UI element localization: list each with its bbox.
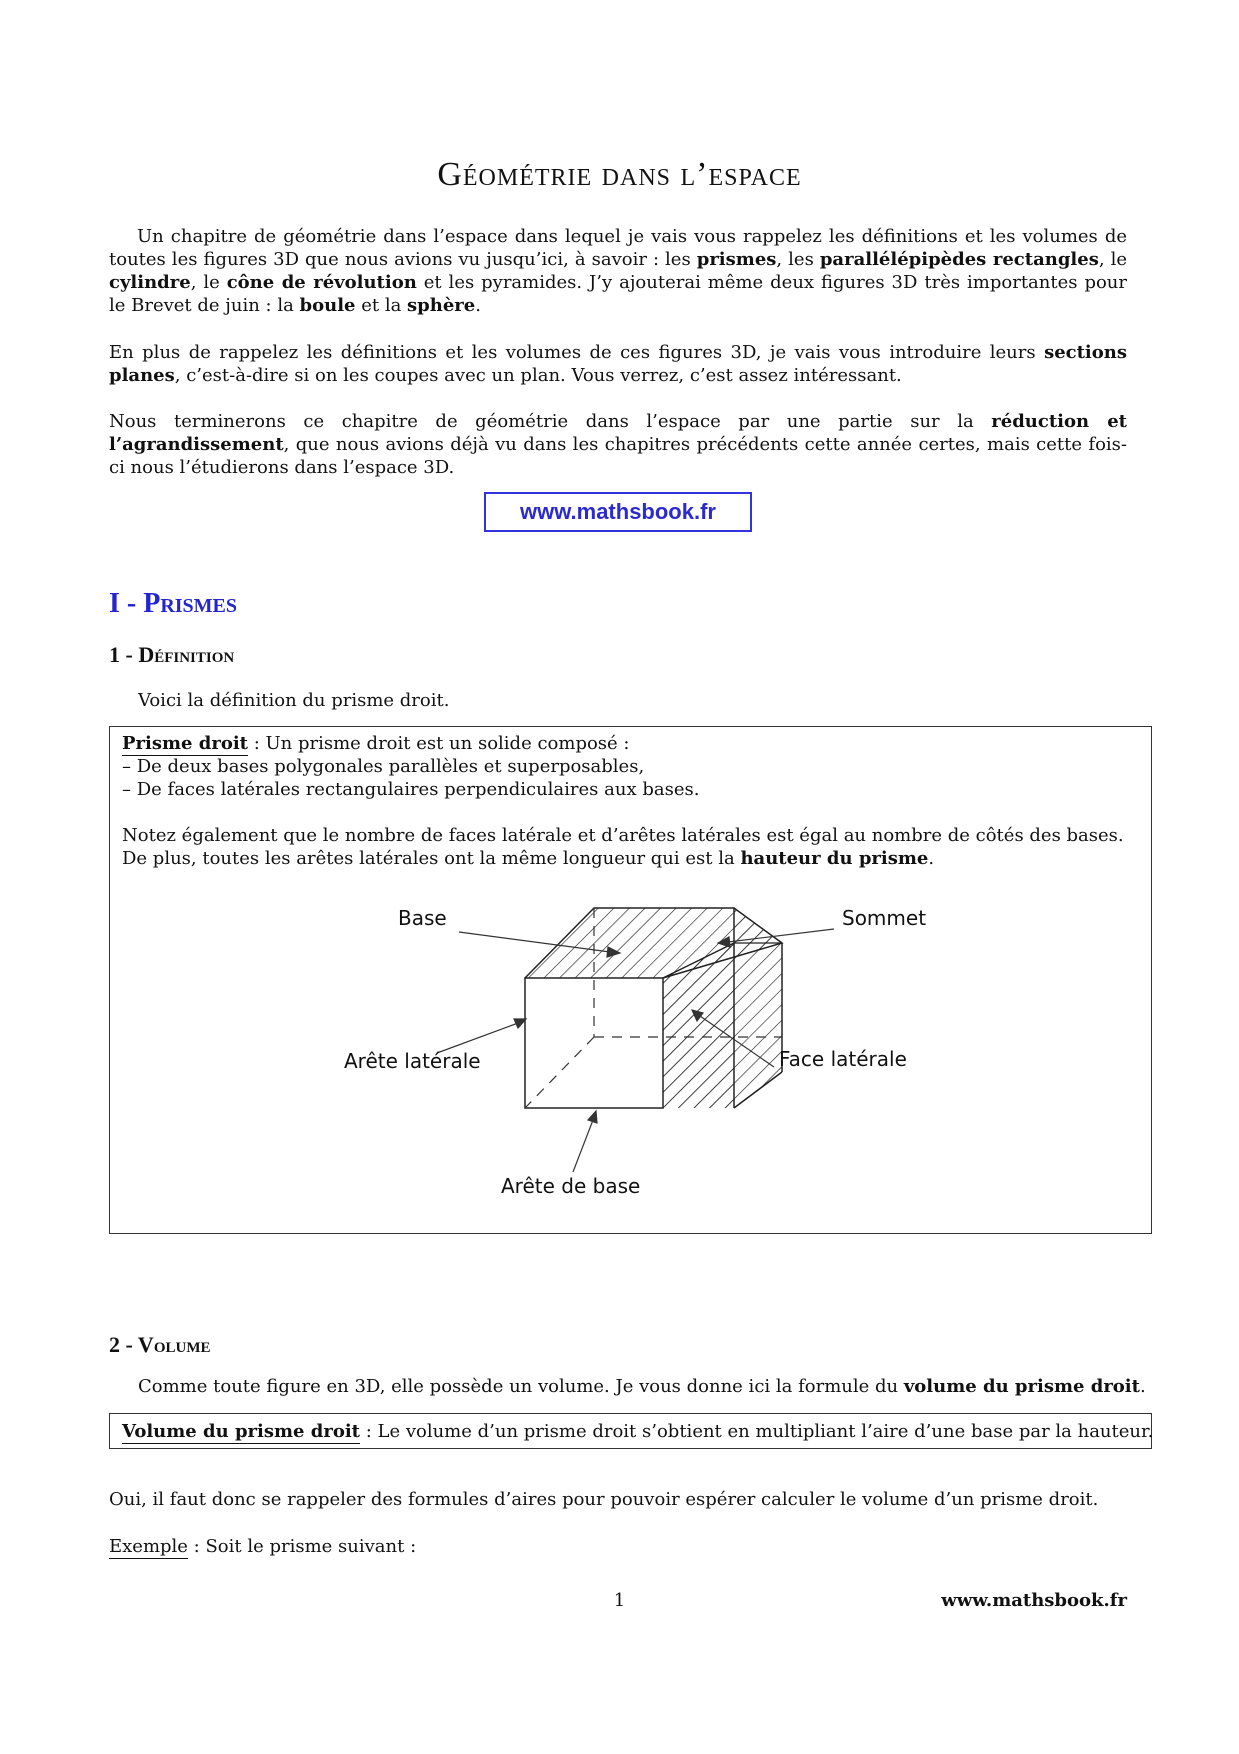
bold-term: cylindre [109,272,191,293]
example-text: : Soit le prisme suivant : [187,1536,417,1557]
example-line [109,1535,416,1558]
subsection-heading-definition: 1 - Définition [109,642,235,667]
definition-box [109,726,1152,1234]
bold-term: sections planes [109,342,1127,386]
example-term: Exemple [109,1536,188,1557]
bold-term: réduction et l’agrandissement [109,411,1127,455]
text-run: Un chapitre de géométrie dans l’espace dans lequel je vais vous rappelez les définitions et les volumes de toutes les figures 3D que nous avions vu jusqu’ici, à savoir : les [109,226,1127,270]
text-run: En plus de rappelez les définitions et les volumes de ces figures 3D, je vais vous introduire leurs [109,342,1045,363]
text-run: , c’est-à-dire si on les coupes avec un plan. Vous verrez, c’est assez intéressant. [174,365,902,386]
text-run: Nous terminerons ce chapitre de géométrie dans l’espace par une partie sur la [109,411,992,432]
note2-text: De plus, toutes les arêtes latérales ont la même longueur qui est la [122,848,741,869]
text-run: . [475,295,481,316]
intro-paragraph-3 [109,410,1127,479]
volume-definition-box [109,1413,1152,1449]
volume-intro-bold: volume du prisme droit [903,1376,1140,1397]
prism-figure [110,727,1151,1233]
volume-after-text: Oui, il faut donc se rappeler des formules d’aires pour pouvoir espérer calculer le volume d’un prisme droit. [109,1489,1099,1510]
definition-bullet: – De deux bases polygonales parallèles et superposables, [122,756,645,777]
text-run: , que nous avions déjà vu dans les chapitres précédents cette année certes, mais cette fois-ci nous l’étudierons dans l’espace 3D. [109,434,1127,478]
volume-intro-text: Comme toute figure en 3D, elle possède un volume. Je vous donne ici la formule du [138,1376,904,1397]
bold-term: prismes [696,249,777,270]
subsection-heading-volume: 2 - Volume [109,1332,211,1357]
volume-intro-end: . [1139,1376,1146,1397]
text-run: et la [355,295,408,316]
bold-term: sphère [407,295,476,316]
volume-definition-line [122,1420,1153,1443]
label-face-laterale: Face latérale [779,1047,907,1071]
volume-definition-text: : Le volume d’un prisme droit s’obtient en multipliant l’aire d’une base par la hauteur. [359,1421,1154,1442]
section-heading-prismes: I - Prismes [109,588,238,619]
site-link-box[interactable]: www.mathsbook.fr [484,492,752,532]
definition-intro: Voici la définition du prisme droit. [138,690,450,711]
intro-paragraph-2 [109,341,1127,387]
definition-text: : Un prisme droit est un solide composé : [247,733,630,754]
label-arete-base: Arête de base [501,1174,641,1198]
bold-term: cône de révolution [226,272,417,293]
label-arete-laterale: Arête latérale [344,1049,481,1073]
arrow-head [588,1111,597,1123]
text-run: et les pyramides. J’y ajouterai même deux figures 3D très importantes pour le Brevet de juin : la [109,272,1127,316]
definition-bullet: – De faces latérales rectangulaires perpendiculaires aux bases. [122,779,700,800]
text-run: , le [1098,249,1128,270]
footer-site[interactable]: www.mathsbook.fr [941,1590,1127,1611]
text-run: , les [776,249,820,270]
label-sommet: Sommet [842,906,927,930]
volume-intro [138,1375,1146,1398]
volume-definition-term: Volume du prisme droit [122,1421,360,1442]
page-number: 1 [613,1590,626,1611]
bold-term: parallélépipèdes rectangles [819,249,1099,270]
definition-note-1: Notez également que le nombre de faces latérale et d’arêtes latérales est égal au nombre de côtés des bases. [122,825,1124,846]
page-title: Géométrie dans l’espace [437,156,802,193]
front-face [525,978,663,1108]
bold-term: boule [299,295,356,316]
definition-term: Prisme droit [122,733,248,754]
note2-end: . [928,848,935,869]
note2-bold: hauteur du prisme [740,848,929,869]
label-base: Base [398,906,447,930]
intro-paragraph-1 [109,225,1127,317]
text-run: , le [190,272,227,293]
arrow-head [514,1019,526,1028]
